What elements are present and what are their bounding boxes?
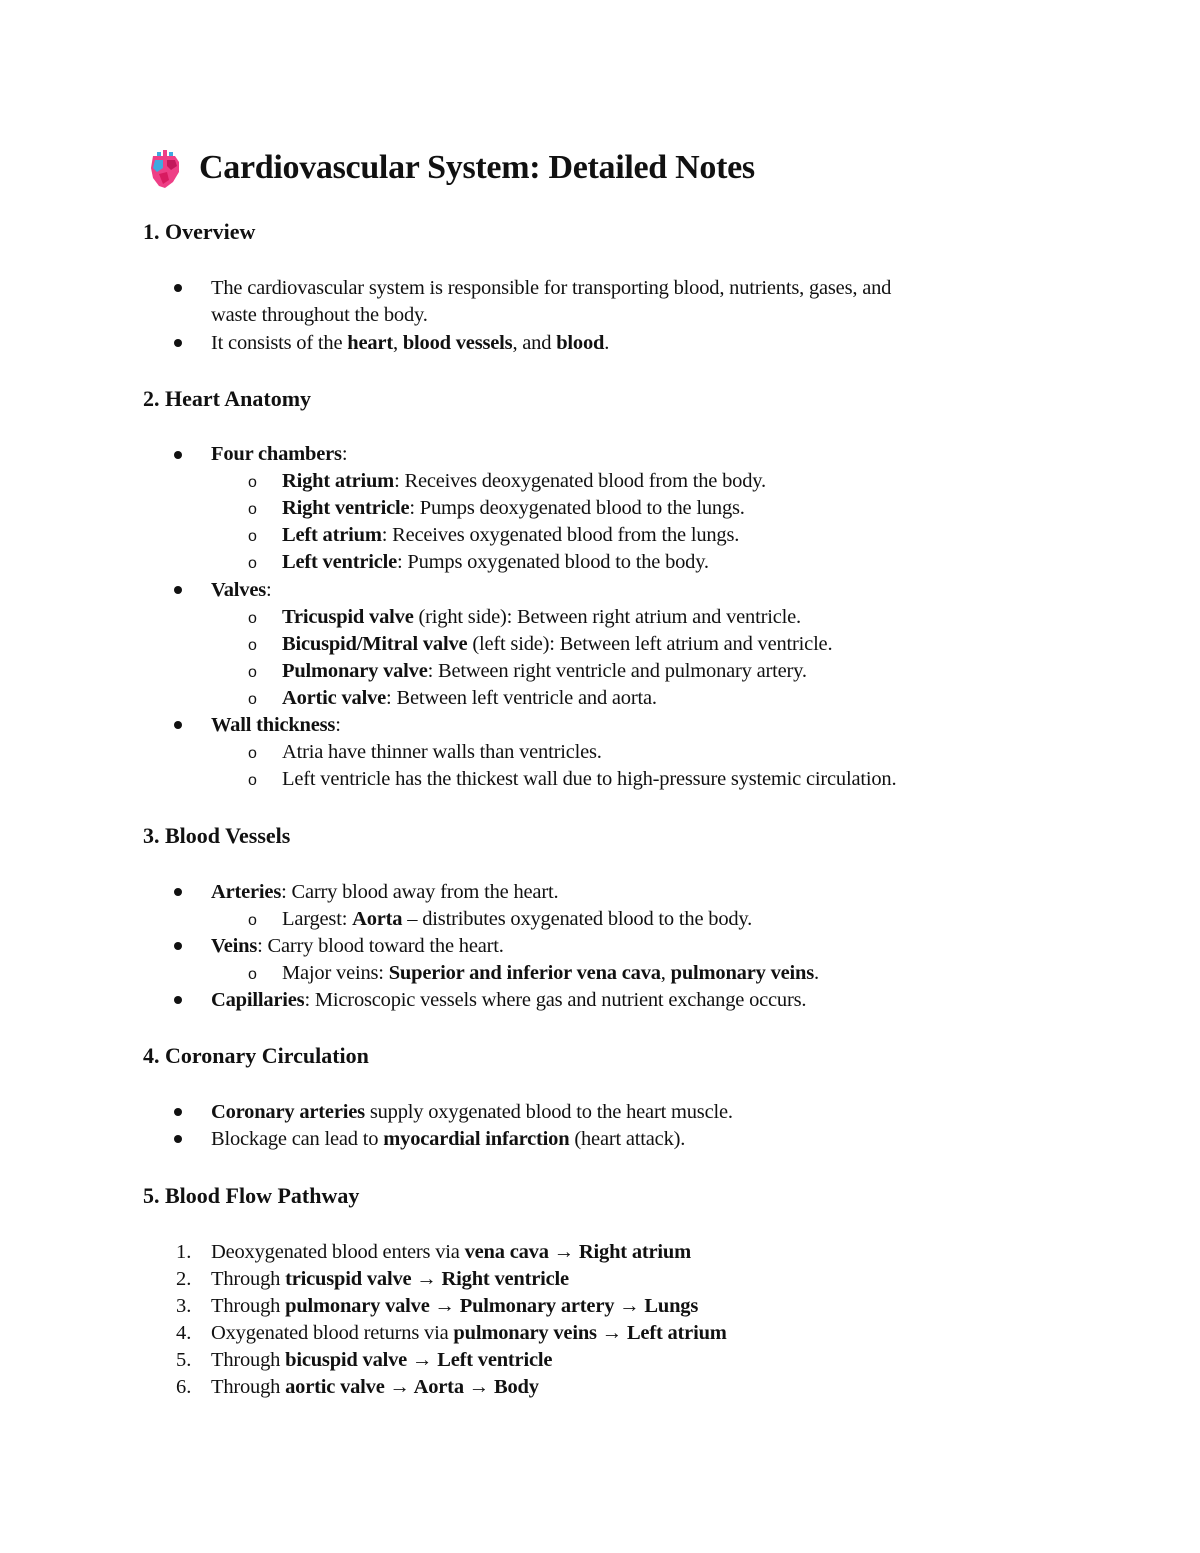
step-item: Deoxygenated blood enters via vena cava → Right atrium (211, 1241, 691, 1263)
list-item: Veins: Carry blood toward the heart. (211, 935, 504, 957)
sub-bullet-icon: o (248, 691, 257, 708)
step-item: Through aortic valve → Aorta → Body (211, 1376, 539, 1398)
bullet-icon (174, 1135, 182, 1143)
sub-bullet-icon: o (248, 745, 257, 762)
step-number: 5. (176, 1349, 192, 1371)
page-title: Cardiovascular System: Detailed Notes (199, 149, 755, 186)
section-heading-coronary: 4. Coronary Circulation (143, 1043, 369, 1068)
bullet-icon (174, 586, 182, 594)
step-number: 3. (176, 1295, 192, 1317)
overview-text-cont: waste throughout the body. (211, 304, 428, 326)
sub-list-item: Largest: Aorta – distributes oxygenated blood to the body. (282, 908, 753, 930)
section-heading-overview: 1. Overview (143, 219, 256, 244)
sub-list-item: Atria have thinner walls than ventricles. (282, 741, 602, 763)
bullet-icon (174, 942, 182, 950)
sub-list-item: Right atrium: Receives deoxygenated blood from the body. (282, 470, 766, 492)
list-item: Blockage can lead to myocardial infarction (heart attack). (211, 1128, 686, 1150)
sub-bullet-icon: o (248, 966, 257, 983)
bullet-icon (174, 284, 182, 292)
term-heart: heart (347, 332, 393, 354)
section-heading-vessels: 3. Blood Vessels (143, 823, 291, 848)
step-number: 2. (176, 1268, 192, 1290)
sub-list-item: Left ventricle has the thickest wall due to high-pressure systemic circulation. (282, 768, 897, 790)
list-item: Four chambers: (211, 443, 348, 465)
list-item (211, 275, 891, 301)
bullet-icon (174, 888, 182, 896)
bullet-icon (174, 721, 182, 729)
overview-text: The cardiovascular system is responsible for transporting blood, nutrients, gases, and (211, 277, 892, 299)
step-item: Through tricuspid valve → Right ventricle (211, 1268, 569, 1290)
sub-bullet-icon: o (248, 610, 257, 627)
step-number: 6. (176, 1376, 192, 1398)
sub-bullet-icon: o (248, 772, 257, 789)
term-blood: blood (556, 332, 605, 354)
sub-bullet-icon: o (248, 474, 257, 491)
anatomical-heart-icon (143, 146, 187, 190)
list-item: Capillaries: Microscopic vessels where gas and nutrient exchange occurs. (211, 989, 807, 1011)
list-item: Valves: (211, 579, 272, 601)
step-number: 4. (176, 1322, 192, 1344)
step-number: 1. (176, 1241, 192, 1263)
section-heading-anatomy: 2. Heart Anatomy (143, 386, 312, 411)
section-heading-pathway: 5. Blood Flow Pathway (143, 1183, 360, 1208)
sub-list-item: Bicuspid/Mitral valve (left side): Between left atrium and ventricle. (282, 633, 833, 655)
sub-list-item: Left atrium: Receives oxygenated blood from the lungs. (282, 524, 740, 546)
step-item: Through bicuspid valve → Left ventricle (211, 1349, 553, 1371)
sub-bullet-icon: o (248, 528, 257, 545)
step-item: Oxygenated blood returns via pulmonary veins → Left atrium (211, 1322, 727, 1344)
list-item: Arteries: Carry blood away from the heart. (211, 881, 559, 903)
sub-bullet-icon: o (248, 555, 257, 572)
list-item: It consists of the heart, blood vessels, and blood. (211, 332, 610, 354)
sub-bullet-icon: o (248, 501, 257, 518)
sub-list-item: Pulmonary valve: Between right ventricle and pulmonary artery. (282, 660, 807, 682)
sub-bullet-icon: o (248, 664, 257, 681)
bullet-icon (174, 1108, 182, 1116)
bullet-icon (174, 451, 182, 459)
list-item: Wall thickness: (211, 714, 341, 736)
list-item-continuation (211, 302, 428, 328)
title-row (143, 146, 755, 190)
list-item: Coronary arteries supply oxygenated blood to the heart muscle. (211, 1101, 733, 1123)
sub-list-item: Major veins: Superior and inferior vena cava, pulmonary veins. (282, 962, 819, 984)
sub-list-item: Aortic valve: Between left ventricle and aorta. (282, 687, 657, 709)
bullet-icon (174, 339, 182, 347)
sub-list-item: Right ventricle: Pumps deoxygenated blood to the lungs. (282, 497, 745, 519)
sub-list-item: Left ventricle: Pumps oxygenated blood to the body. (282, 551, 709, 573)
bullet-icon (174, 996, 182, 1004)
step-item: Through pulmonary valve → Pulmonary artery → Lungs (211, 1295, 699, 1317)
sub-bullet-icon: o (248, 912, 257, 929)
term-blood-vessels: blood vessels (402, 332, 513, 354)
sub-bullet-icon: o (248, 637, 257, 654)
sub-list-item: Tricuspid valve (right side): Between right atrium and ventricle. (282, 606, 801, 628)
